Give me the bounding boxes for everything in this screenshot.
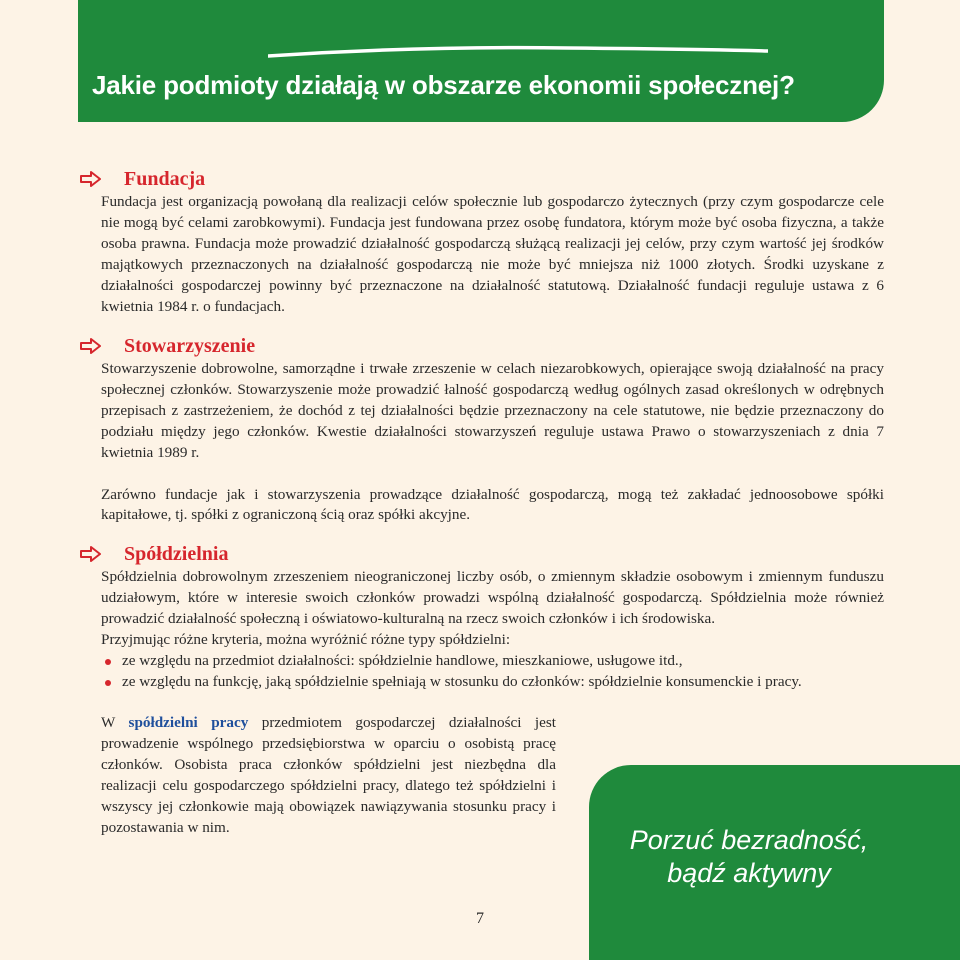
- section-stowarzyszenie: [78, 333, 884, 526]
- spoldzielnia-paragraph: Spółdzielnia dobrowolnym zrzeszeniem nieograniczonej liczby osób, o zmiennym składzie osobowym i zmiennym funduszu udziałowym, które w interesie swoich członków prowadzi wspólną działalność gospodarczą. Spółdzielnia może również prowadzić działalność społeczną i oświatowo-kulturalną na rzecz swoich członków i ich środowiska.: [101, 568, 884, 627]
- header-banner: [78, 0, 884, 122]
- stowarzyszenie-extra-paragraph: Zarówno fundacje jak i stowarzyszenia prowadzące działalność gospodarczą, mogą też zakładać jednoosobowe spółki kapitałowe, tj. spółki z ograniczoną ścią oraz spółki akcyjne.: [101, 485, 884, 524]
- slogan-line-2: bądź aktywny: [667, 858, 831, 888]
- stowarzyszenie-paragraph: Stowarzyszenie dobrowolne, samorządne i trwałe zrzeszenie w celach niezarobkowych, opierające swoją działalność na pracy społecznej członków. Stowarzyszenie może prowadzić łalność gospodarczą według ogólnych zasad określonych w odrębnych przepisach z zastrzeżeniem, że dochód z tej działalności będzie przeznaczony na cele statutowe, nie będzie przeznaczony do podziału między jego członków. Kwestie działalności stowarzyszeń reguluje ustawa Prawo o stowarzyszeniach z dnia 7 kwietnia 1989 r.: [101, 360, 884, 461]
- criteria-list: [78, 651, 884, 693]
- work-coop-emphasis: spółdzielni pracy: [128, 714, 249, 732]
- arrow-right-icon: [80, 546, 102, 562]
- section-fundacja: [78, 166, 884, 317]
- header-swoosh-line: [268, 44, 768, 58]
- bullet-dot-icon: [105, 680, 111, 686]
- work-coop-prefix: W: [101, 714, 129, 732]
- arrow-right-icon: [80, 338, 102, 354]
- section-heading-fundacja: [78, 166, 884, 192]
- work-coop-paragraph: [78, 713, 556, 838]
- section-heading-stowarzyszenie: [78, 333, 884, 359]
- page-number: 7: [476, 910, 484, 927]
- heading-text: Spółdzielnia: [124, 542, 229, 565]
- slogan: [614, 824, 884, 890]
- arrow-right-icon: [80, 171, 102, 187]
- section-heading-spoldzielnia: [78, 541, 884, 567]
- fundacja-paragraph: Fundacja jest organizacją powołaną dla realizacji celów społecznie lub gospodarczo żytecznych (przy czym gospodarcze cele nie mogą być celami zarobkowymi). Fundacja jest fundowana przez osobę fundatora, którym może być osoba fizyczna, a także osoba prawna. Fundacja może prowadzić działalność gospodarczą służącą realizacji jej celów, przy czym wartość jej środków majątkowych przeznaczonych na działalność gospodarczą nie może być mniejsza niż 1000 złotych. Środki uzyskane z działalności gospodarczej powinny być przeznaczone na działalność statutową. Działalność fundacji reguluje ustawa z 6 kwietnia 1984 r. o fundacjach.: [101, 193, 884, 315]
- list-item: [101, 651, 884, 672]
- list-item: [101, 672, 884, 693]
- heading-text: Stowarzyszenie: [124, 334, 256, 357]
- page-title: Jakie podmioty działają w obszarze ekonomii społecznej?: [92, 70, 795, 100]
- heading-text: Fundacja: [124, 167, 206, 190]
- work-coop-rest: przedmiotem gospodarczej działalności jest prowadzenie wspólnego przedsiębiorstwa w oparciu o osobistą pracę członków. Osobista praca członków spółdzielni jest niezbędna dla realizacji celu gospodarczego spółdzielni pracy, dlatego też spółdzielni i wszyscy jej członkowie mają obowiązek nawiązywania stosunku pracy i pozostawania w nim.: [101, 714, 557, 836]
- list-item-text: ze względu na przedmiot działalności: spółdzielnie handlowe, mieszkaniowe, usługowe itd.,: [122, 651, 683, 669]
- criteria-intro: Przyjmując różne kryteria, można wyróżnić różne typy spółdzielni:: [101, 630, 511, 648]
- slogan-line-1: Porzuć bezradność,: [629, 825, 869, 855]
- bullet-dot-icon: [105, 659, 111, 665]
- list-item-text: ze względu na funkcję, jaką spółdzielnie spełniają w stosunku do członków: spółdzielnie konsumenckie i pracy.: [122, 672, 802, 690]
